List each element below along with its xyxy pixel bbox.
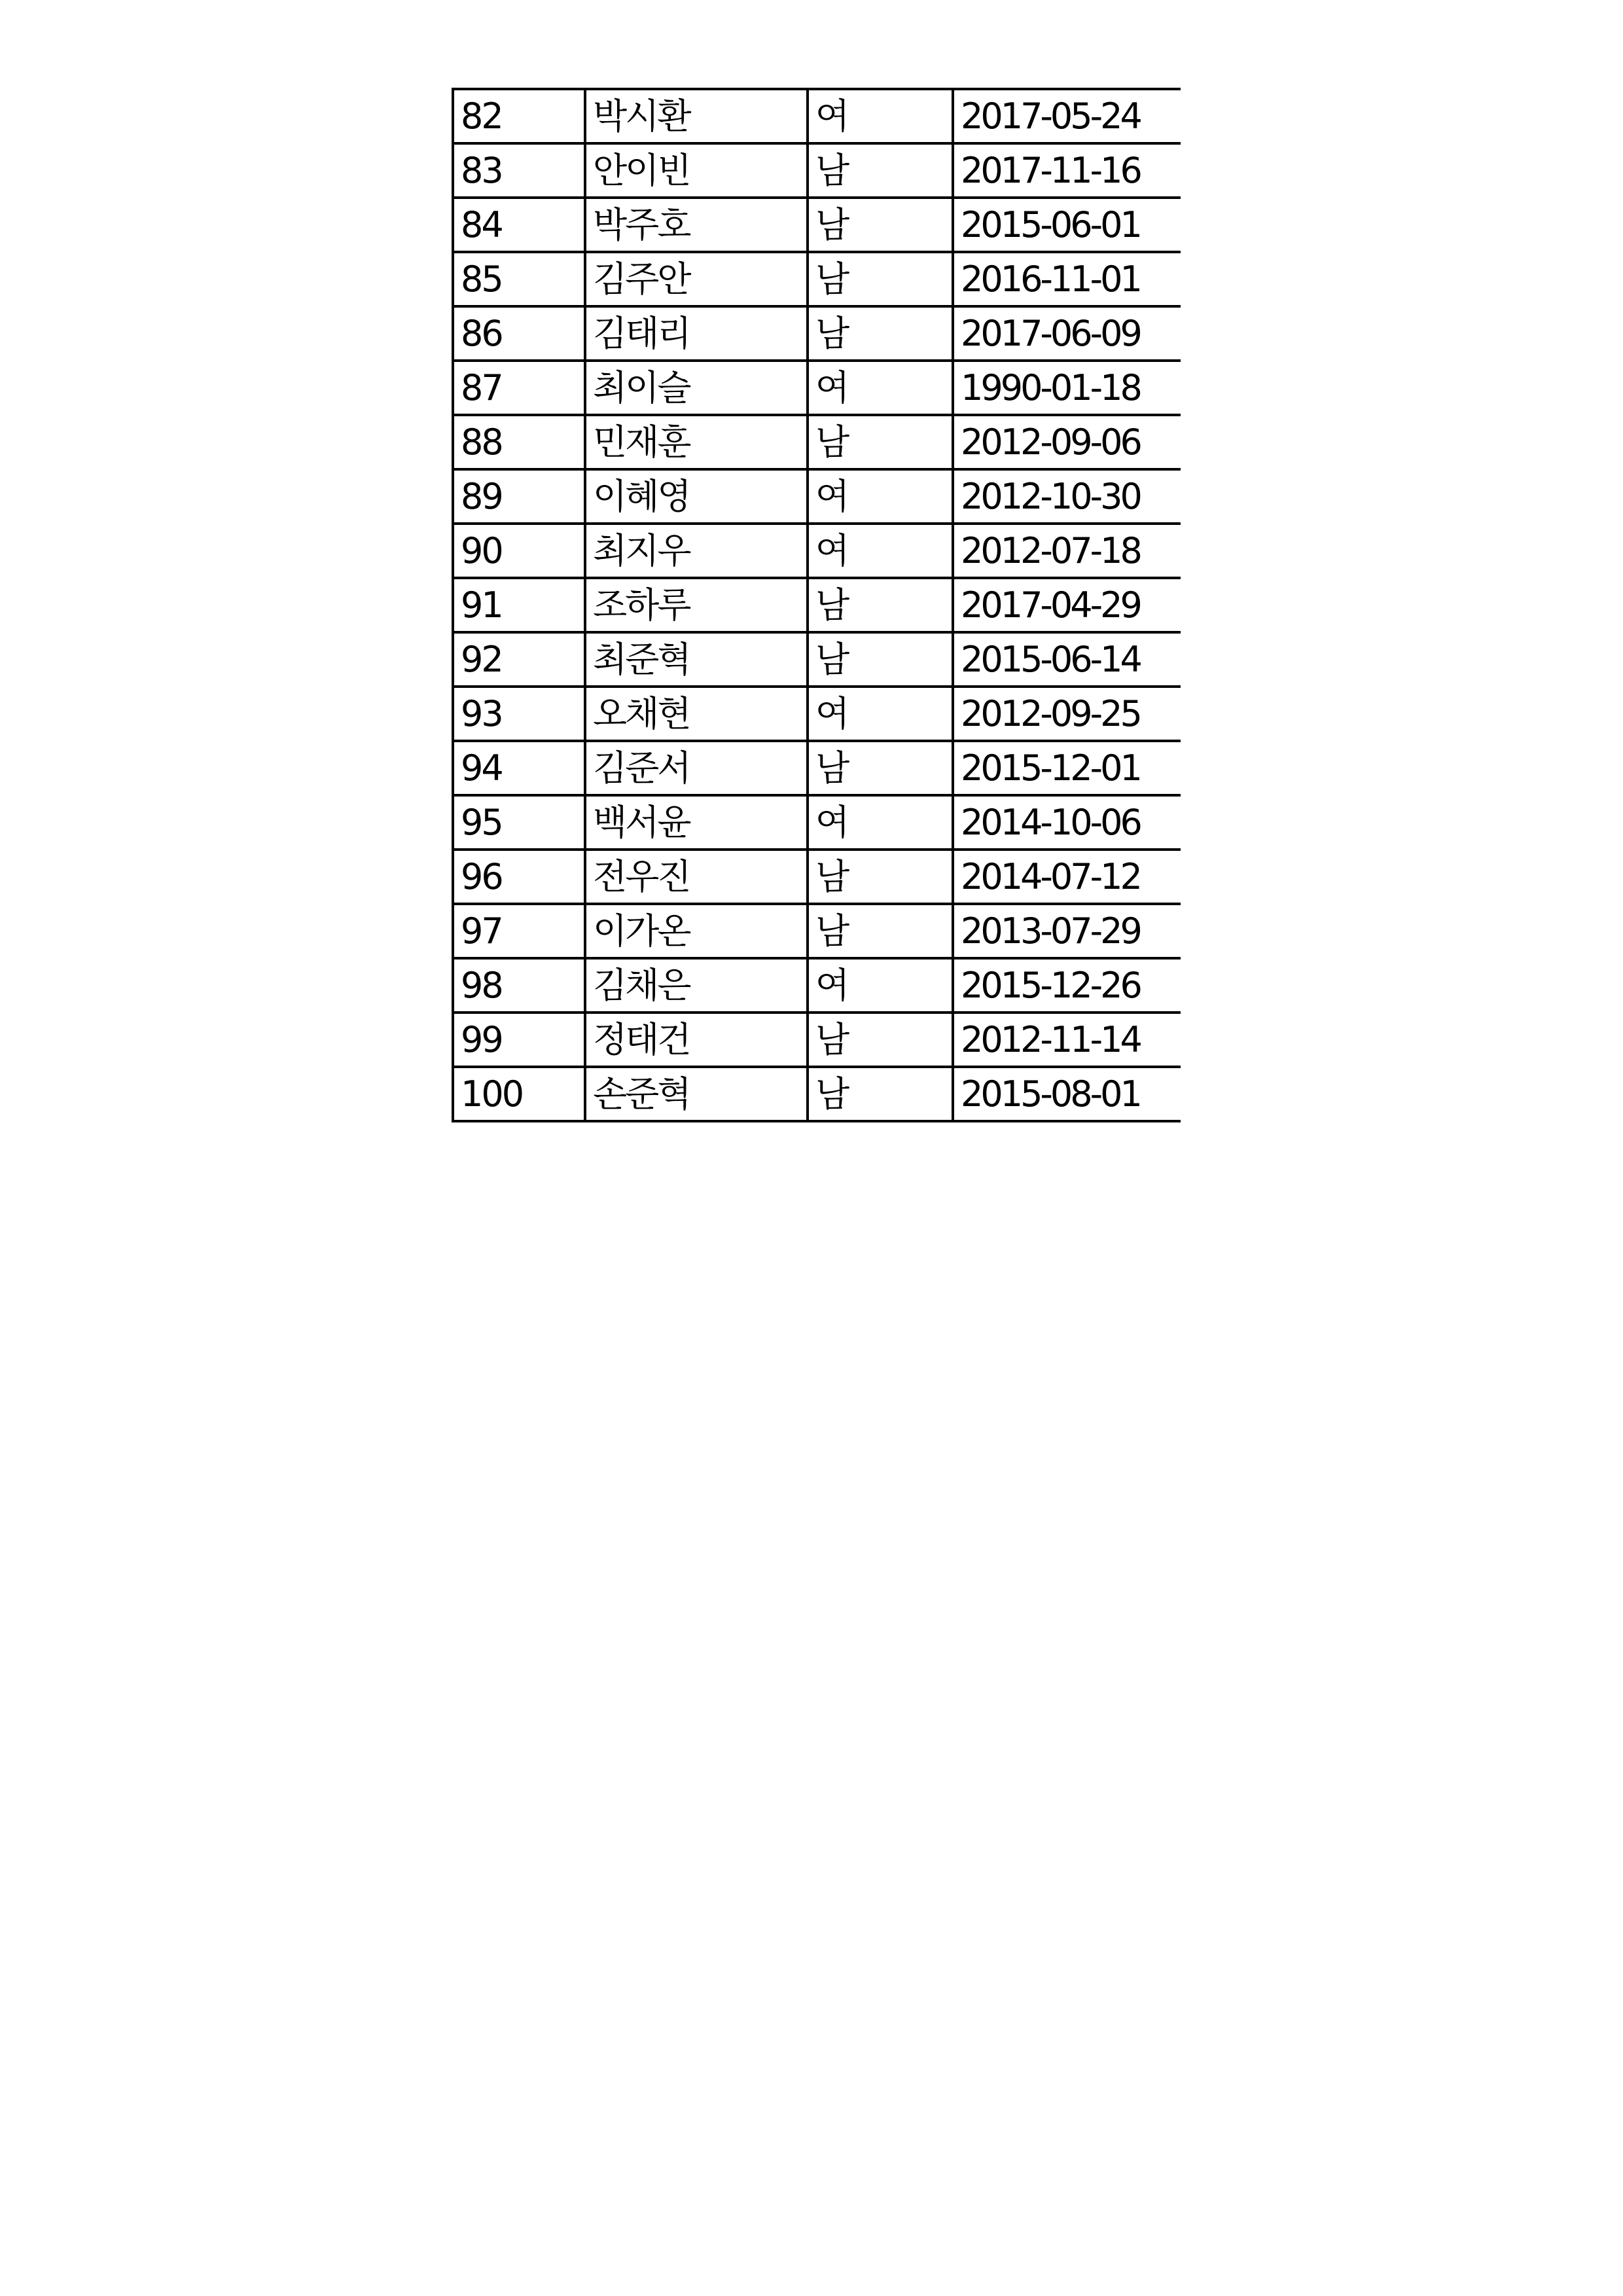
gender-cell: 남 xyxy=(808,741,953,795)
table-row xyxy=(453,89,1181,143)
table-body xyxy=(453,89,1181,1121)
table-row xyxy=(453,143,1181,198)
birthdate-cell: 2016-11-01 xyxy=(953,252,1181,306)
gender-cell: 남 xyxy=(808,306,953,361)
name-cell: 김태리 xyxy=(585,306,808,361)
row-number-cell: 96 xyxy=(453,850,585,904)
birthdate-cell: 2012-07-18 xyxy=(953,524,1181,578)
table-row xyxy=(453,1067,1181,1121)
gender-cell: 여 xyxy=(808,795,953,850)
name-cell: 민재훈 xyxy=(585,415,808,469)
gender-cell: 남 xyxy=(808,904,953,958)
table-row xyxy=(453,958,1181,1013)
birthdate-cell: 2017-06-09 xyxy=(953,306,1181,361)
gender-cell: 남 xyxy=(808,1013,953,1067)
name-cell: 김준서 xyxy=(585,741,808,795)
table-row xyxy=(453,578,1181,632)
table-row xyxy=(453,415,1181,469)
name-cell: 최준혁 xyxy=(585,632,808,687)
row-number-cell: 100 xyxy=(453,1067,585,1121)
birthdate-cell: 2012-09-06 xyxy=(953,415,1181,469)
name-cell: 이가온 xyxy=(585,904,808,958)
table-row xyxy=(453,632,1181,687)
gender-cell: 여 xyxy=(808,687,953,741)
table-row xyxy=(453,469,1181,524)
row-number-cell: 98 xyxy=(453,958,585,1013)
row-number-cell: 82 xyxy=(453,89,585,143)
gender-cell: 남 xyxy=(808,143,953,198)
name-cell: 김주안 xyxy=(585,252,808,306)
table-row xyxy=(453,904,1181,958)
table-row xyxy=(453,687,1181,741)
row-number-cell: 94 xyxy=(453,741,585,795)
birthdate-cell: 2017-05-24 xyxy=(953,89,1181,143)
birthdate-cell: 2012-11-14 xyxy=(953,1013,1181,1067)
name-cell: 백서윤 xyxy=(585,795,808,850)
name-cell: 전우진 xyxy=(585,850,808,904)
row-number-cell: 86 xyxy=(453,306,585,361)
name-cell: 박주호 xyxy=(585,198,808,252)
name-cell: 안이빈 xyxy=(585,143,808,198)
birthdate-cell: 2013-07-29 xyxy=(953,904,1181,958)
birthdate-cell: 2015-06-01 xyxy=(953,198,1181,252)
gender-cell: 남 xyxy=(808,252,953,306)
name-cell: 손준혁 xyxy=(585,1067,808,1121)
table-row xyxy=(453,850,1181,904)
student-table xyxy=(452,88,1181,1122)
gender-cell: 남 xyxy=(808,632,953,687)
gender-cell: 남 xyxy=(808,415,953,469)
birthdate-cell: 2012-09-25 xyxy=(953,687,1181,741)
name-cell: 최이슬 xyxy=(585,361,808,415)
gender-cell: 남 xyxy=(808,578,953,632)
row-number-cell: 87 xyxy=(453,361,585,415)
row-number-cell: 90 xyxy=(453,524,585,578)
gender-cell: 여 xyxy=(808,958,953,1013)
name-cell: 최지우 xyxy=(585,524,808,578)
birthdate-cell: 2015-08-01 xyxy=(953,1067,1181,1121)
table-row xyxy=(453,361,1181,415)
table-row xyxy=(453,1013,1181,1067)
row-number-cell: 88 xyxy=(453,415,585,469)
row-number-cell: 95 xyxy=(453,795,585,850)
name-cell: 김채은 xyxy=(585,958,808,1013)
row-number-cell: 83 xyxy=(453,143,585,198)
gender-cell: 여 xyxy=(808,89,953,143)
table-row xyxy=(453,252,1181,306)
row-number-cell: 91 xyxy=(453,578,585,632)
birthdate-cell: 2014-07-12 xyxy=(953,850,1181,904)
birthdate-cell: 2017-11-16 xyxy=(953,143,1181,198)
row-number-cell: 92 xyxy=(453,632,585,687)
birthdate-cell: 2012-10-30 xyxy=(953,469,1181,524)
table-row xyxy=(453,741,1181,795)
birthdate-cell: 2015-12-01 xyxy=(953,741,1181,795)
gender-cell: 여 xyxy=(808,524,953,578)
gender-cell: 남 xyxy=(808,198,953,252)
row-number-cell: 97 xyxy=(453,904,585,958)
name-cell: 오채현 xyxy=(585,687,808,741)
table-row xyxy=(453,306,1181,361)
birthdate-cell: 2014-10-06 xyxy=(953,795,1181,850)
table-row xyxy=(453,198,1181,252)
row-number-cell: 99 xyxy=(453,1013,585,1067)
name-cell: 정태건 xyxy=(585,1013,808,1067)
table-row xyxy=(453,524,1181,578)
gender-cell: 남 xyxy=(808,850,953,904)
birthdate-cell: 2015-12-26 xyxy=(953,958,1181,1013)
gender-cell: 여 xyxy=(808,469,953,524)
birthdate-cell: 2015-06-14 xyxy=(953,632,1181,687)
birthdate-cell: 2017-04-29 xyxy=(953,578,1181,632)
row-number-cell: 89 xyxy=(453,469,585,524)
name-cell: 조하루 xyxy=(585,578,808,632)
row-number-cell: 85 xyxy=(453,252,585,306)
birthdate-cell: 1990-01-18 xyxy=(953,361,1181,415)
gender-cell: 남 xyxy=(808,1067,953,1121)
name-cell: 박시환 xyxy=(585,89,808,143)
row-number-cell: 84 xyxy=(453,198,585,252)
gender-cell: 여 xyxy=(808,361,953,415)
name-cell: 이혜영 xyxy=(585,469,808,524)
row-number-cell: 93 xyxy=(453,687,585,741)
table-row xyxy=(453,795,1181,850)
